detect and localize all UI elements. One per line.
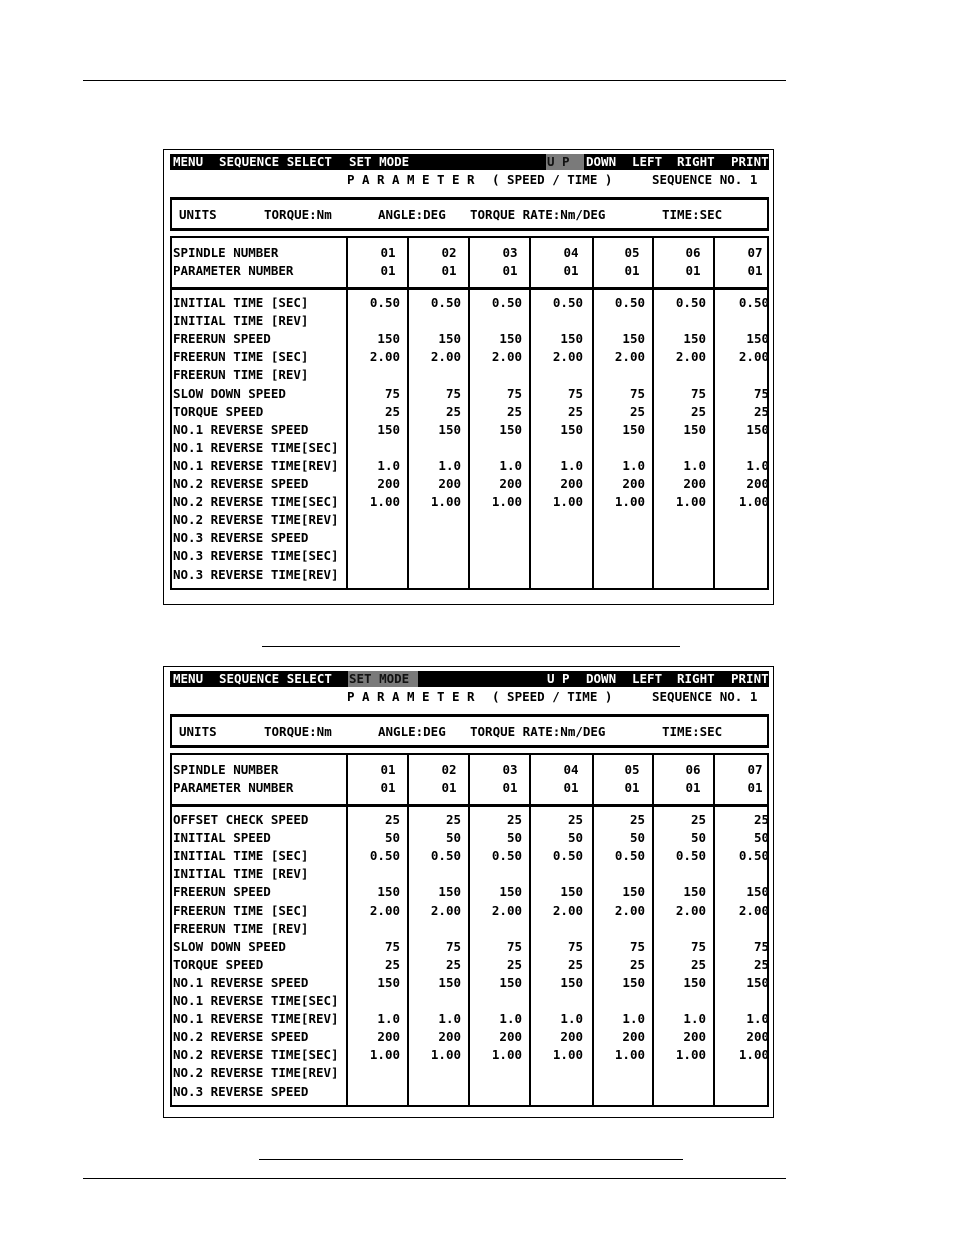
row-label: NO.1 REVERSE SPEED (173, 421, 309, 437)
cell-value[interactable]: 1.0 (438, 457, 461, 473)
spindle-number-label: SPINDLE NUMBER (173, 245, 279, 260)
cell-value[interactable]: 75 (629, 385, 645, 401)
cell-value[interactable]: 75 (445, 938, 461, 954)
cell-value[interactable]: 1.00 (369, 1047, 400, 1063)
caption-rule-1 (262, 646, 680, 647)
cell-value[interactable]: 1.00 (552, 494, 583, 510)
cell-value[interactable]: 150 (499, 974, 522, 990)
row-label: SLOW DOWN SPEED (173, 938, 286, 954)
cell-value[interactable]: 150 (683, 421, 706, 437)
row-label: INITIAL SPEED (173, 830, 271, 846)
cell-value[interactable]: 25 (384, 956, 400, 972)
cell-value[interactable]: 0.50 (491, 295, 522, 310)
spindle-number: 03 (502, 762, 518, 777)
spindle-number: 05 (624, 762, 640, 777)
cell-value[interactable]: 75 (506, 938, 522, 954)
row-label: FREERUN SPEED (173, 884, 271, 900)
cell-value[interactable]: 1.0 (499, 1011, 522, 1027)
row-label: NO.2 REVERSE TIME[SEC] (173, 494, 339, 510)
sequence-number: SEQUENCE NO. 1 (652, 172, 758, 187)
cell-value[interactable]: 1.00 (430, 1047, 461, 1063)
parameter-number: 01 (563, 780, 579, 795)
title-letter: E (452, 689, 460, 704)
cell-value[interactable]: 150 (438, 974, 461, 990)
cell-value[interactable]: 25 (753, 403, 769, 419)
column-divider (529, 755, 531, 1105)
cell-value[interactable]: 1.0 (746, 1011, 769, 1027)
cell-value[interactable]: 0.50 (552, 295, 583, 310)
cell-value[interactable]: 1.00 (491, 1047, 522, 1063)
cell-value[interactable]: 25 (567, 956, 583, 972)
torque-rate-unit: TORQUE RATE:Nm/DEG (470, 724, 606, 739)
cell-value[interactable]: 25 (506, 403, 522, 419)
row-label: FREERUN TIME [REV] (173, 920, 309, 936)
time-unit: TIME:SEC (662, 724, 723, 739)
cell-value[interactable]: 75 (567, 385, 583, 401)
row-label: INITIAL TIME [SEC] (173, 848, 309, 864)
spindle-number: 03 (502, 245, 518, 260)
header-divider (172, 287, 767, 290)
units-box (170, 197, 769, 231)
column-divider (652, 755, 654, 1105)
parameter-number: 01 (441, 263, 457, 278)
torque-unit: TORQUE:Nm (264, 207, 332, 222)
cell-value[interactable]: 1.00 (738, 494, 769, 510)
cell-value[interactable]: 200 (560, 476, 583, 491)
spindle-number: 02 (441, 245, 457, 260)
parameter-number: 01 (441, 780, 457, 795)
down-button[interactable]: DOWN (586, 671, 617, 686)
row-label: SLOW DOWN SPEED (173, 385, 286, 401)
cell-value[interactable]: 2.00 (614, 902, 645, 918)
header-divider (172, 804, 767, 807)
title-letter: P (347, 172, 355, 187)
row-label: NO.1 REVERSE TIME[REV] (173, 1011, 339, 1027)
parameter-number: 01 (747, 780, 763, 795)
cell-value[interactable]: 25 (445, 812, 461, 827)
screen-title (164, 688, 773, 705)
sequence-select-button[interactable]: SEQUENCE SELECT (219, 154, 332, 169)
cell-value[interactable]: 150 (499, 884, 522, 900)
title-letter: T (437, 689, 445, 704)
cell-value[interactable]: 200 (746, 476, 769, 491)
spindle-number: 01 (380, 245, 396, 260)
right-button[interactable]: RIGHT (677, 671, 715, 686)
cell-value[interactable]: 150 (377, 421, 400, 437)
spindle-number: 02 (441, 762, 457, 777)
column-divider (529, 238, 531, 588)
parameter-screen-1 (163, 149, 774, 605)
column-divider (407, 238, 409, 588)
row-label: NO.1 REVERSE TIME[SEC] (173, 993, 339, 1008)
cell-value[interactable]: 150 (746, 421, 769, 437)
parameter-number: 01 (502, 263, 518, 278)
cell-value[interactable]: 1.0 (746, 457, 769, 473)
cell-value[interactable]: 200 (499, 476, 522, 491)
cell-value[interactable]: 150 (683, 974, 706, 990)
parameter-number: 01 (624, 780, 640, 795)
column-divider (592, 238, 594, 588)
column-divider (346, 238, 348, 588)
cell-value[interactable]: 75 (753, 385, 769, 401)
cell-value[interactable]: 2.00 (552, 349, 583, 365)
cell-value[interactable]: 150 (622, 974, 645, 990)
cell-value[interactable]: 2.00 (675, 349, 706, 365)
title-letter: M (407, 689, 415, 704)
cell-value[interactable]: 150 (438, 421, 461, 437)
units-box (170, 714, 769, 748)
row-label: FREERUN TIME [SEC] (173, 902, 309, 918)
row-label: NO.1 REVERSE TIME[SEC] (173, 439, 339, 455)
cell-value[interactable]: 2.00 (738, 902, 769, 918)
row-label: NO.3 REVERSE TIME[REV] (173, 566, 339, 582)
row-label: NO.1 REVERSE TIME[REV] (173, 457, 339, 473)
cell-value[interactable]: 150 (377, 331, 400, 347)
cell-value[interactable]: 0.50 (738, 295, 769, 310)
cell-value[interactable]: 0.50 (738, 848, 769, 864)
cell-value[interactable]: 150 (560, 884, 583, 900)
cell-value[interactable]: 150 (622, 421, 645, 437)
cell-value[interactable]: 75 (690, 938, 706, 954)
cell-value[interactable]: 200 (377, 476, 400, 491)
cell-value[interactable]: 0.50 (614, 295, 645, 310)
column-divider (713, 238, 715, 588)
cell-value[interactable]: 25 (753, 812, 769, 827)
title-letter: R (377, 172, 385, 187)
cell-value[interactable]: 1.00 (491, 494, 522, 510)
row-label: NO.3 REVERSE SPEED (173, 1083, 309, 1099)
cell-value[interactable]: 25 (690, 403, 706, 419)
cell-value[interactable]: 150 (560, 974, 583, 990)
cell-value[interactable]: 1.00 (614, 494, 645, 510)
up-button[interactable]: U P (547, 671, 570, 686)
units-label: UNITS (179, 207, 217, 222)
parameter-screen-2 (163, 666, 774, 1118)
cell-value[interactable]: 2.00 (430, 902, 461, 918)
cell-value[interactable]: 75 (384, 385, 400, 401)
spindle-number: 05 (624, 245, 640, 260)
cell-value[interactable]: 25 (753, 956, 769, 972)
parameter-number: 01 (624, 263, 640, 278)
sequence-number: SEQUENCE NO. 1 (652, 689, 758, 704)
down-button[interactable]: DOWN (586, 154, 617, 169)
parameter-number: 01 (380, 263, 396, 278)
menu-bar (170, 671, 769, 687)
title-letter: A (392, 172, 400, 187)
parameter-number: 01 (685, 780, 701, 795)
cell-value[interactable]: 1.0 (499, 457, 522, 473)
row-label: NO.2 REVERSE TIME[REV] (173, 512, 339, 528)
cell-value[interactable]: 25 (384, 403, 400, 419)
cell-value[interactable]: 1.00 (369, 494, 400, 510)
cell-value[interactable]: 50 (445, 830, 461, 846)
cell-value[interactable]: 150 (499, 421, 522, 437)
row-label: INITIAL TIME [REV] (173, 866, 309, 882)
cell-value[interactable]: 2.00 (675, 902, 706, 918)
cell-value[interactable]: 150 (683, 884, 706, 900)
spindle-number: 04 (563, 245, 579, 260)
cell-value[interactable]: 50 (629, 830, 645, 846)
title-letter: E (452, 172, 460, 187)
cell-value[interactable]: 25 (567, 403, 583, 419)
cell-value[interactable]: 25 (506, 812, 522, 827)
cell-value[interactable]: 50 (753, 830, 769, 846)
row-label: NO.2 REVERSE TIME[SEC] (173, 1047, 339, 1063)
cell-value[interactable]: 150 (377, 884, 400, 900)
sequence-select-button[interactable]: SEQUENCE SELECT (219, 671, 332, 686)
cell-value[interactable]: 2.00 (491, 902, 522, 918)
cell-value[interactable]: 200 (499, 1029, 522, 1045)
spindle-number-label: SPINDLE NUMBER (173, 762, 279, 777)
cell-value[interactable]: 200 (377, 1029, 400, 1045)
cell-value[interactable]: 200 (438, 476, 461, 491)
cell-value[interactable]: 0.50 (369, 848, 400, 864)
row-label: NO.2 REVERSE SPEED (173, 1029, 309, 1045)
column-divider (713, 755, 715, 1105)
parameter-number: 01 (563, 263, 579, 278)
row-label: NO.3 REVERSE TIME[SEC] (173, 548, 339, 564)
cell-value[interactable]: 1.0 (683, 457, 706, 473)
cell-value[interactable]: 150 (499, 331, 522, 347)
up-button[interactable]: U P (546, 154, 584, 170)
cell-value[interactable]: 150 (746, 884, 769, 900)
cell-value[interactable]: 75 (506, 385, 522, 401)
menu-bar (170, 154, 769, 170)
title-letter: P (347, 689, 355, 704)
row-label: INITIAL TIME [SEC] (173, 295, 309, 310)
spindle-number: 01 (380, 762, 396, 777)
cell-value[interactable]: 25 (506, 956, 522, 972)
column-divider (652, 238, 654, 588)
cell-value[interactable]: 50 (690, 830, 706, 846)
row-label: NO.1 REVERSE SPEED (173, 974, 309, 990)
cell-value[interactable]: 1.00 (738, 1047, 769, 1063)
cell-value[interactable]: 25 (629, 812, 645, 827)
right-button[interactable]: RIGHT (677, 154, 715, 169)
cell-value[interactable]: 25 (690, 956, 706, 972)
screen-title (164, 171, 773, 188)
cell-value[interactable]: 0.50 (552, 848, 583, 864)
bottom-rule (83, 1178, 786, 1179)
cell-value[interactable]: 2.00 (491, 349, 522, 365)
parameter-number: 01 (380, 780, 396, 795)
cell-value[interactable]: 150 (438, 331, 461, 347)
row-label: INITIAL TIME [REV] (173, 313, 309, 329)
cell-value[interactable]: 75 (445, 385, 461, 401)
cell-value[interactable]: 25 (690, 812, 706, 827)
cell-value[interactable]: 200 (622, 476, 645, 491)
cell-value[interactable]: 75 (753, 938, 769, 954)
top-rule (83, 80, 786, 81)
cell-value[interactable]: 50 (506, 830, 522, 846)
cell-value[interactable]: 200 (438, 1029, 461, 1045)
cell-value[interactable]: 25 (445, 403, 461, 419)
row-label: TORQUE SPEED (173, 403, 264, 419)
cell-value[interactable]: 0.50 (614, 848, 645, 864)
cell-value[interactable]: 2.00 (552, 902, 583, 918)
cell-value[interactable]: 0.50 (430, 295, 461, 310)
cell-value[interactable]: 25 (445, 956, 461, 972)
cell-value[interactable]: 1.0 (438, 1011, 461, 1027)
cell-value[interactable]: 2.00 (430, 349, 461, 365)
title-letter: T (437, 172, 445, 187)
angle-unit: ANGLE:DEG (378, 724, 446, 739)
cell-value[interactable]: 50 (384, 830, 400, 846)
cell-value[interactable]: 200 (622, 1029, 645, 1045)
column-divider (468, 238, 470, 588)
cell-value[interactable]: 200 (746, 1029, 769, 1045)
cell-value[interactable]: 1.0 (622, 1011, 645, 1027)
cell-value[interactable]: 1.0 (622, 457, 645, 473)
cell-value[interactable]: 150 (438, 884, 461, 900)
cell-value[interactable]: 1.0 (560, 1011, 583, 1027)
cell-value[interactable]: 1.00 (675, 1047, 706, 1063)
cell-value[interactable]: 0.50 (675, 295, 706, 310)
cell-value[interactable]: 0.50 (491, 848, 522, 864)
cell-value[interactable]: 150 (560, 331, 583, 347)
cell-value[interactable]: 2.00 (738, 349, 769, 365)
print-button[interactable]: PRINT (731, 154, 769, 169)
row-label: OFFSET CHECK SPEED (173, 812, 309, 827)
cell-value[interactable]: 200 (683, 1029, 706, 1045)
cell-value[interactable]: 1.0 (683, 1011, 706, 1027)
cell-value[interactable]: 1.0 (560, 457, 583, 473)
column-divider (346, 755, 348, 1105)
parameter-number-label: PARAMETER NUMBER (173, 780, 294, 795)
cell-value[interactable]: 1.00 (675, 494, 706, 510)
cell-value[interactable]: 25 (629, 403, 645, 419)
cell-value[interactable]: 2.00 (614, 349, 645, 365)
spindle-number: 07 (747, 245, 763, 260)
title-subtitle: ( SPEED / TIME ) (492, 172, 613, 187)
cell-value[interactable]: 50 (567, 830, 583, 846)
print-button[interactable]: PRINT (731, 671, 769, 686)
spindle-number: 06 (685, 245, 701, 260)
cell-value[interactable]: 200 (683, 476, 706, 491)
row-label: NO.2 REVERSE TIME[REV] (173, 1065, 339, 1081)
cell-value[interactable]: 1.00 (552, 1047, 583, 1063)
torque-unit: TORQUE:Nm (264, 724, 332, 739)
cell-value[interactable]: 75 (384, 938, 400, 954)
column-divider (592, 755, 594, 1105)
column-divider (407, 755, 409, 1105)
parameter-grid (170, 753, 769, 1107)
cell-value[interactable]: 0.50 (675, 848, 706, 864)
title-letter: E (422, 689, 430, 704)
parameter-number-label: PARAMETER NUMBER (173, 263, 294, 278)
title-letter: A (362, 172, 370, 187)
cell-value[interactable]: 0.50 (430, 848, 461, 864)
cell-value[interactable]: 150 (622, 884, 645, 900)
column-divider (468, 755, 470, 1105)
cell-value[interactable]: 150 (560, 421, 583, 437)
caption-rule-2 (259, 1159, 683, 1160)
cell-value[interactable]: 25 (629, 956, 645, 972)
cell-value[interactable]: 1.00 (430, 494, 461, 510)
set-mode-button[interactable]: SET MODE (349, 154, 410, 169)
title-letter: E (422, 172, 430, 187)
cell-value[interactable]: 0.50 (369, 295, 400, 310)
cell-value[interactable]: 150 (746, 974, 769, 990)
title-subtitle: ( SPEED / TIME ) (492, 689, 613, 704)
title-letter: A (392, 689, 400, 704)
row-label: TORQUE SPEED (173, 956, 264, 972)
cell-value[interactable]: 2.00 (369, 902, 400, 918)
torque-rate-unit: TORQUE RATE:Nm/DEG (470, 207, 606, 222)
cell-value[interactable]: 1.0 (377, 1011, 400, 1027)
left-button[interactable]: LEFT (632, 671, 663, 686)
parameter-number: 01 (685, 263, 701, 278)
row-label: FREERUN TIME [REV] (173, 367, 309, 383)
cell-value[interactable]: 75 (629, 938, 645, 954)
cell-value[interactable]: 1.00 (614, 1047, 645, 1063)
set-mode-button[interactable]: SET MODE (348, 671, 418, 687)
row-label: FREERUN SPEED (173, 331, 271, 347)
cell-value[interactable]: 150 (746, 331, 769, 347)
title-letter: R (467, 689, 475, 704)
cell-value[interactable]: 25 (567, 812, 583, 827)
row-label: NO.2 REVERSE SPEED (173, 476, 309, 491)
parameter-number: 01 (747, 263, 763, 278)
cell-value[interactable]: 150 (622, 331, 645, 347)
parameter-grid (170, 236, 769, 590)
cell-value[interactable]: 200 (560, 1029, 583, 1045)
cell-value[interactable]: 150 (377, 974, 400, 990)
cell-value[interactable]: 75 (690, 385, 706, 401)
spindle-number: 04 (563, 762, 579, 777)
title-letter: A (362, 689, 370, 704)
title-letter: R (467, 172, 475, 187)
spindle-number: 06 (685, 762, 701, 777)
units-label: UNITS (179, 724, 217, 739)
time-unit: TIME:SEC (662, 207, 723, 222)
parameter-number: 01 (502, 780, 518, 795)
spindle-number: 07 (747, 762, 763, 777)
title-letter: R (377, 689, 385, 704)
cell-value[interactable]: 25 (384, 812, 400, 827)
row-label: FREERUN TIME [SEC] (173, 349, 309, 365)
menu-button[interactable]: MENU (173, 154, 204, 169)
cell-value[interactable]: 1.0 (377, 457, 400, 473)
left-button[interactable]: LEFT (632, 154, 663, 169)
row-label: NO.3 REVERSE SPEED (173, 530, 309, 546)
cell-value[interactable]: 2.00 (369, 349, 400, 365)
menu-button[interactable]: MENU (173, 671, 204, 686)
angle-unit: ANGLE:DEG (378, 207, 446, 222)
cell-value[interactable]: 75 (567, 938, 583, 954)
cell-value[interactable]: 150 (683, 331, 706, 347)
title-letter: M (407, 172, 415, 187)
